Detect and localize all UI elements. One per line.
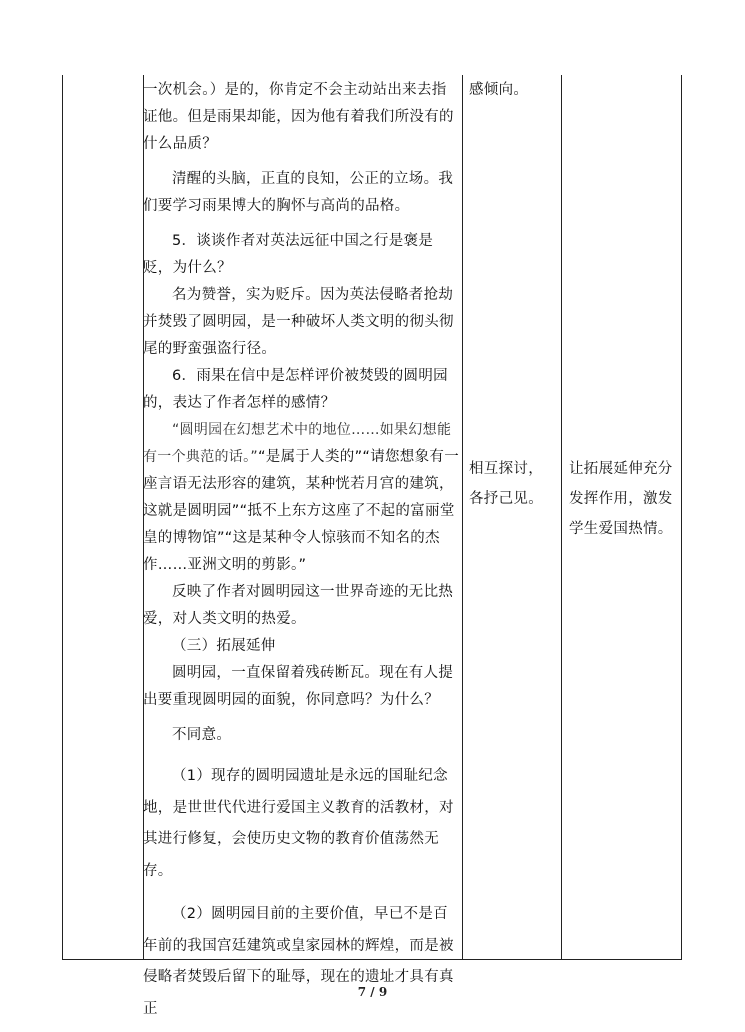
extension-question: 圆明园，一直保留着残砖断瓦。现在有人提出要重现圆明园的面貌，你同意吗？为什么？: [143, 665, 454, 708]
reason-1: （1）现存的圆明园遗址是永远的国耻纪念地，是世世代代进行爱国主义教育的活教材，对其进行修复，会使历史文物的教育价值荡然无存。: [143, 768, 454, 879]
reason-2: （2）圆明园目前的主要价值，早已不是百年前的我国宫廷建筑或皇家园林的辉煌，而是被侵略者焚毁后留下的耻辱，现在的遗址才具有真正: [143, 906, 454, 1017]
activity-text: 相互探讨，各抒己见。: [469, 461, 543, 507]
answer-6-summary: 反映了作者对圆明园这一世界奇迹的无比热爱，对人类文明的热爱。: [143, 584, 454, 627]
section-heading: （三）拓展延伸: [172, 638, 276, 654]
table-column-divider: [462, 75, 463, 959]
quoted-text: “圆明园在幻想艺术中的地位……如果幻想能有一个典范的话。”: [143, 422, 452, 465]
activity-text: 感倾向。: [469, 82, 529, 98]
question-5: 5．谈谈作者对英法远征中国之行是褒是贬，为什么？: [143, 233, 434, 276]
content-paragraph: 清醒的头脑，正直的良知，公正的立场。我们要学习雨果博大的胸怀与高尚的品格。: [143, 171, 454, 214]
content-paragraph: 一次机会。）是的，你肯定不会主动站出来去指证他。但是雨果却能，因为他有着我们所没有的什么品质？: [143, 82, 454, 152]
student-activity-cell: [469, 454, 557, 514]
extension-answer: 不同意。: [172, 727, 232, 743]
table-column-divider: [561, 75, 562, 959]
teaching-content-cell: [143, 77, 459, 1025]
student-activity-cell: [469, 77, 557, 104]
design-intent-cell: [569, 454, 677, 544]
answer-5: 名为赞誉，实为贬斥。因为英法侵略者抢劫并焚毁了圆明园，是一种破坏人类文明的彻头彻尾的野蛮强盗行径。: [143, 287, 454, 357]
quoted-text: “是属于人类的”“请您想象有一座言语无法形容的建筑，某种恍若月宫的建筑，这就是圆明园”“抵不上东方这座了不起的富丽堂皇的博物馆”“这是某种令人惊骇而不知名的杰作……亚洲文明的剪影。”: [143, 449, 459, 573]
intent-text: 让拓展延伸充分发挥作用，激发学生爱国热情。: [569, 461, 673, 537]
question-6: 6．雨果在信中是怎样评价被焚毁的圆明园的，表达了作者怎样的感情？: [143, 368, 448, 411]
page-number: 7 / 9: [357, 985, 388, 999]
answer-6-quotes: [143, 417, 459, 579]
